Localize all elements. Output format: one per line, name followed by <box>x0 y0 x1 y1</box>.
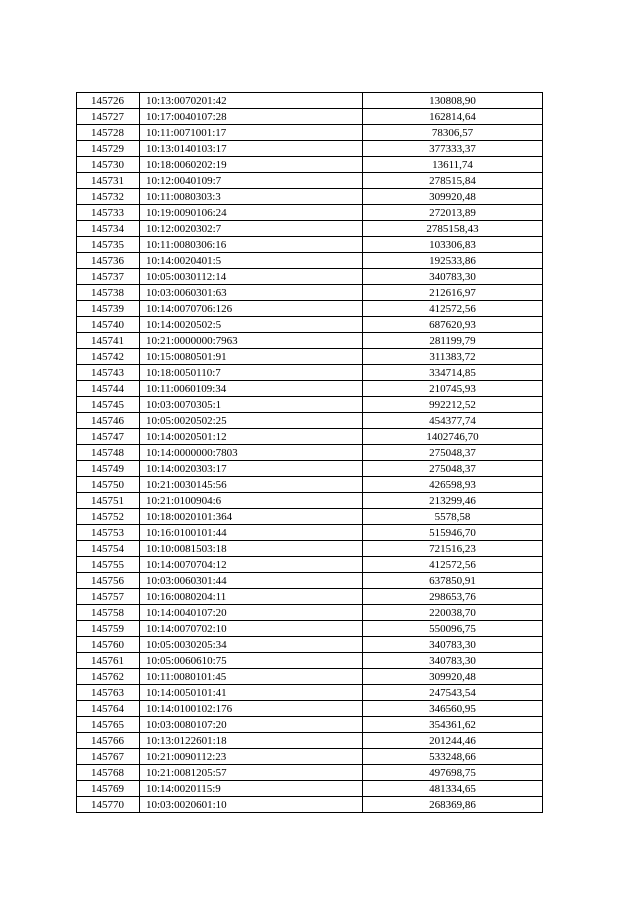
cadastral-number-cell: 10:14:0050101:41 <box>140 685 363 701</box>
row-id-cell: 145752 <box>77 509 140 525</box>
amount-cell: 721516,23 <box>363 541 543 557</box>
cadastral-number-cell: 10:14:0020303:17 <box>140 461 363 477</box>
amount-cell: 103306,83 <box>363 237 543 253</box>
amount-cell: 340783,30 <box>363 637 543 653</box>
row-id-cell: 145731 <box>77 173 140 189</box>
row-id-cell: 145762 <box>77 669 140 685</box>
row-id-cell: 145726 <box>77 93 140 109</box>
amount-cell: 281199,79 <box>363 333 543 349</box>
row-id-cell: 145770 <box>77 797 140 813</box>
cadastral-number-cell: 10:11:0080101:45 <box>140 669 363 685</box>
amount-cell: 533248,66 <box>363 749 543 765</box>
cadastral-number-cell: 10:14:0100102:176 <box>140 701 363 717</box>
amount-cell: 2785158,43 <box>363 221 543 237</box>
row-id-cell: 145734 <box>77 221 140 237</box>
table-row <box>77 525 543 541</box>
row-id-cell: 145769 <box>77 781 140 797</box>
table-row <box>77 237 543 253</box>
row-id-cell: 145730 <box>77 157 140 173</box>
cadastral-number-cell: 10:11:0060109:34 <box>140 381 363 397</box>
row-id-cell: 145729 <box>77 141 140 157</box>
cadastral-number-cell: 10:13:0070201:42 <box>140 93 363 109</box>
row-id-cell: 145767 <box>77 749 140 765</box>
amount-cell: 346560,95 <box>363 701 543 717</box>
cadastral-number-cell: 10:12:0040109:7 <box>140 173 363 189</box>
row-id-cell: 145746 <box>77 413 140 429</box>
data-table <box>76 92 543 813</box>
cadastral-number-cell: 10:16:0100101:44 <box>140 525 363 541</box>
table-row <box>77 621 543 637</box>
row-id-cell: 145728 <box>77 125 140 141</box>
table-row <box>77 589 543 605</box>
cadastral-number-cell: 10:11:0080303:3 <box>140 189 363 205</box>
row-id-cell: 145745 <box>77 397 140 413</box>
row-id-cell: 145766 <box>77 733 140 749</box>
cadastral-number-cell: 10:12:0020302:7 <box>140 221 363 237</box>
amount-cell: 192533,86 <box>363 253 543 269</box>
cadastral-number-cell: 10:14:0020501:12 <box>140 429 363 445</box>
amount-cell: 78306,57 <box>363 125 543 141</box>
row-id-cell: 145758 <box>77 605 140 621</box>
table-row <box>77 125 543 141</box>
cadastral-number-cell: 10:21:0100904:6 <box>140 493 363 509</box>
amount-cell: 992212,52 <box>363 397 543 413</box>
table-row <box>77 397 543 413</box>
cadastral-number-cell: 10:13:0122601:18 <box>140 733 363 749</box>
table-row <box>77 557 543 573</box>
row-id-cell: 145740 <box>77 317 140 333</box>
row-id-cell: 145733 <box>77 205 140 221</box>
amount-cell: 426598,93 <box>363 477 543 493</box>
table-row <box>77 141 543 157</box>
row-id-cell: 145756 <box>77 573 140 589</box>
cadastral-number-cell: 10:03:0060301:63 <box>140 285 363 301</box>
cadastral-number-cell: 10:19:0090106:24 <box>140 205 363 221</box>
table-row <box>77 253 543 269</box>
table-row <box>77 189 543 205</box>
table-row <box>77 461 543 477</box>
cadastral-number-cell: 10:05:0030205:34 <box>140 637 363 653</box>
cadastral-number-cell: 10:05:0030112:14 <box>140 269 363 285</box>
table-row <box>77 605 543 621</box>
row-id-cell: 145751 <box>77 493 140 509</box>
cadastral-number-cell: 10:03:0070305:1 <box>140 397 363 413</box>
amount-cell: 515946,70 <box>363 525 543 541</box>
cadastral-number-cell: 10:17:0040107:28 <box>140 109 363 125</box>
amount-cell: 481334,65 <box>363 781 543 797</box>
row-id-cell: 145744 <box>77 381 140 397</box>
amount-cell: 275048,37 <box>363 461 543 477</box>
table-row <box>77 733 543 749</box>
amount-cell: 13611,74 <box>363 157 543 173</box>
cadastral-number-cell: 10:13:0140103:17 <box>140 141 363 157</box>
table-row <box>77 205 543 221</box>
row-id-cell: 145755 <box>77 557 140 573</box>
row-id-cell: 145753 <box>77 525 140 541</box>
table-row <box>77 157 543 173</box>
cadastral-number-cell: 10:14:0020502:5 <box>140 317 363 333</box>
amount-cell: 454377,74 <box>363 413 543 429</box>
amount-cell: 687620,93 <box>363 317 543 333</box>
table-row <box>77 349 543 365</box>
amount-cell: 354361,62 <box>363 717 543 733</box>
amount-cell: 213299,46 <box>363 493 543 509</box>
row-id-cell: 145761 <box>77 653 140 669</box>
table-row <box>77 765 543 781</box>
row-id-cell: 145737 <box>77 269 140 285</box>
row-id-cell: 145750 <box>77 477 140 493</box>
row-id-cell: 145760 <box>77 637 140 653</box>
table-row <box>77 541 543 557</box>
cadastral-number-cell: 10:11:0071001:17 <box>140 125 363 141</box>
table-row <box>77 93 543 109</box>
amount-cell: 311383,72 <box>363 349 543 365</box>
table-row <box>77 365 543 381</box>
amount-cell: 212616,97 <box>363 285 543 301</box>
table-row <box>77 173 543 189</box>
row-id-cell: 145742 <box>77 349 140 365</box>
amount-cell: 220038,70 <box>363 605 543 621</box>
table-row <box>77 781 543 797</box>
table-row <box>77 509 543 525</box>
amount-cell: 340783,30 <box>363 269 543 285</box>
row-id-cell: 145738 <box>77 285 140 301</box>
row-id-cell: 145747 <box>77 429 140 445</box>
cadastral-number-cell: 10:14:0000000:7803 <box>140 445 363 461</box>
amount-cell: 412572,56 <box>363 557 543 573</box>
amount-cell: 334714,85 <box>363 365 543 381</box>
table-row <box>77 685 543 701</box>
amount-cell: 275048,37 <box>363 445 543 461</box>
row-id-cell: 145739 <box>77 301 140 317</box>
row-id-cell: 145741 <box>77 333 140 349</box>
amount-cell: 210745,93 <box>363 381 543 397</box>
cadastral-number-cell: 10:21:0000000:7963 <box>140 333 363 349</box>
amount-cell: 278515,84 <box>363 173 543 189</box>
amount-cell: 162814,64 <box>363 109 543 125</box>
row-id-cell: 145735 <box>77 237 140 253</box>
cadastral-number-cell: 10:14:0040107:20 <box>140 605 363 621</box>
table-row <box>77 717 543 733</box>
row-id-cell: 145759 <box>77 621 140 637</box>
row-id-cell: 145757 <box>77 589 140 605</box>
cadastral-number-cell: 10:05:0060610:75 <box>140 653 363 669</box>
amount-cell: 340783,30 <box>363 653 543 669</box>
table-row <box>77 445 543 461</box>
table-row <box>77 669 543 685</box>
table-row <box>77 269 543 285</box>
row-id-cell: 145748 <box>77 445 140 461</box>
cadastral-number-cell: 10:21:0030145:56 <box>140 477 363 493</box>
table-row <box>77 749 543 765</box>
cadastral-number-cell: 10:11:0080306:16 <box>140 237 363 253</box>
amount-cell: 550096,75 <box>363 621 543 637</box>
table-row <box>77 413 543 429</box>
table-row <box>77 493 543 509</box>
amount-cell: 412572,56 <box>363 301 543 317</box>
cadastral-number-cell: 10:18:0020101:364 <box>140 509 363 525</box>
cadastral-number-cell: 10:21:0090112:23 <box>140 749 363 765</box>
amount-cell: 377333,37 <box>363 141 543 157</box>
cadastral-number-cell: 10:10:0081503:18 <box>140 541 363 557</box>
amount-cell: 298653,76 <box>363 589 543 605</box>
table-row <box>77 637 543 653</box>
row-id-cell: 145749 <box>77 461 140 477</box>
amount-cell: 5578,58 <box>363 509 543 525</box>
amount-cell: 130808,90 <box>363 93 543 109</box>
table-row <box>77 381 543 397</box>
amount-cell: 637850,91 <box>363 573 543 589</box>
cadastral-number-cell: 10:14:0070704:12 <box>140 557 363 573</box>
row-id-cell: 145754 <box>77 541 140 557</box>
table-row <box>77 333 543 349</box>
cadastral-number-cell: 10:15:0080501:91 <box>140 349 363 365</box>
table-body <box>77 93 543 813</box>
cadastral-number-cell: 10:14:0070706:126 <box>140 301 363 317</box>
row-id-cell: 145736 <box>77 253 140 269</box>
amount-cell: 309920,48 <box>363 189 543 205</box>
table-row <box>77 701 543 717</box>
row-id-cell: 145768 <box>77 765 140 781</box>
cadastral-number-cell: 10:03:0060301:44 <box>140 573 363 589</box>
amount-cell: 272013,89 <box>363 205 543 221</box>
amount-cell: 268369,86 <box>363 797 543 813</box>
cadastral-number-cell: 10:14:0020401:5 <box>140 253 363 269</box>
row-id-cell: 145743 <box>77 365 140 381</box>
row-id-cell: 145765 <box>77 717 140 733</box>
amount-cell: 247543,54 <box>363 685 543 701</box>
row-id-cell: 145727 <box>77 109 140 125</box>
amount-cell: 497698,75 <box>363 765 543 781</box>
table-row <box>77 573 543 589</box>
cadastral-number-cell: 10:18:0060202:19 <box>140 157 363 173</box>
table-row <box>77 653 543 669</box>
row-id-cell: 145764 <box>77 701 140 717</box>
table-row <box>77 109 543 125</box>
table-row <box>77 221 543 237</box>
amount-cell: 309920,48 <box>363 669 543 685</box>
cadastral-number-cell: 10:14:0070702:10 <box>140 621 363 637</box>
cadastral-number-cell: 10:03:0080107:20 <box>140 717 363 733</box>
cadastral-number-cell: 10:18:0050110:7 <box>140 365 363 381</box>
table-row <box>77 285 543 301</box>
cadastral-number-cell: 10:16:0080204:11 <box>140 589 363 605</box>
amount-cell: 1402746,70 <box>363 429 543 445</box>
row-id-cell: 145763 <box>77 685 140 701</box>
table-row <box>77 797 543 813</box>
cadastral-number-cell: 10:03:0020601:10 <box>140 797 363 813</box>
row-id-cell: 145732 <box>77 189 140 205</box>
cadastral-number-cell: 10:14:0020115:9 <box>140 781 363 797</box>
table-row <box>77 317 543 333</box>
cadastral-number-cell: 10:05:0020502:25 <box>140 413 363 429</box>
amount-cell: 201244,46 <box>363 733 543 749</box>
table-row <box>77 477 543 493</box>
table-row <box>77 301 543 317</box>
table-row <box>77 429 543 445</box>
cadastral-number-cell: 10:21:0081205:57 <box>140 765 363 781</box>
